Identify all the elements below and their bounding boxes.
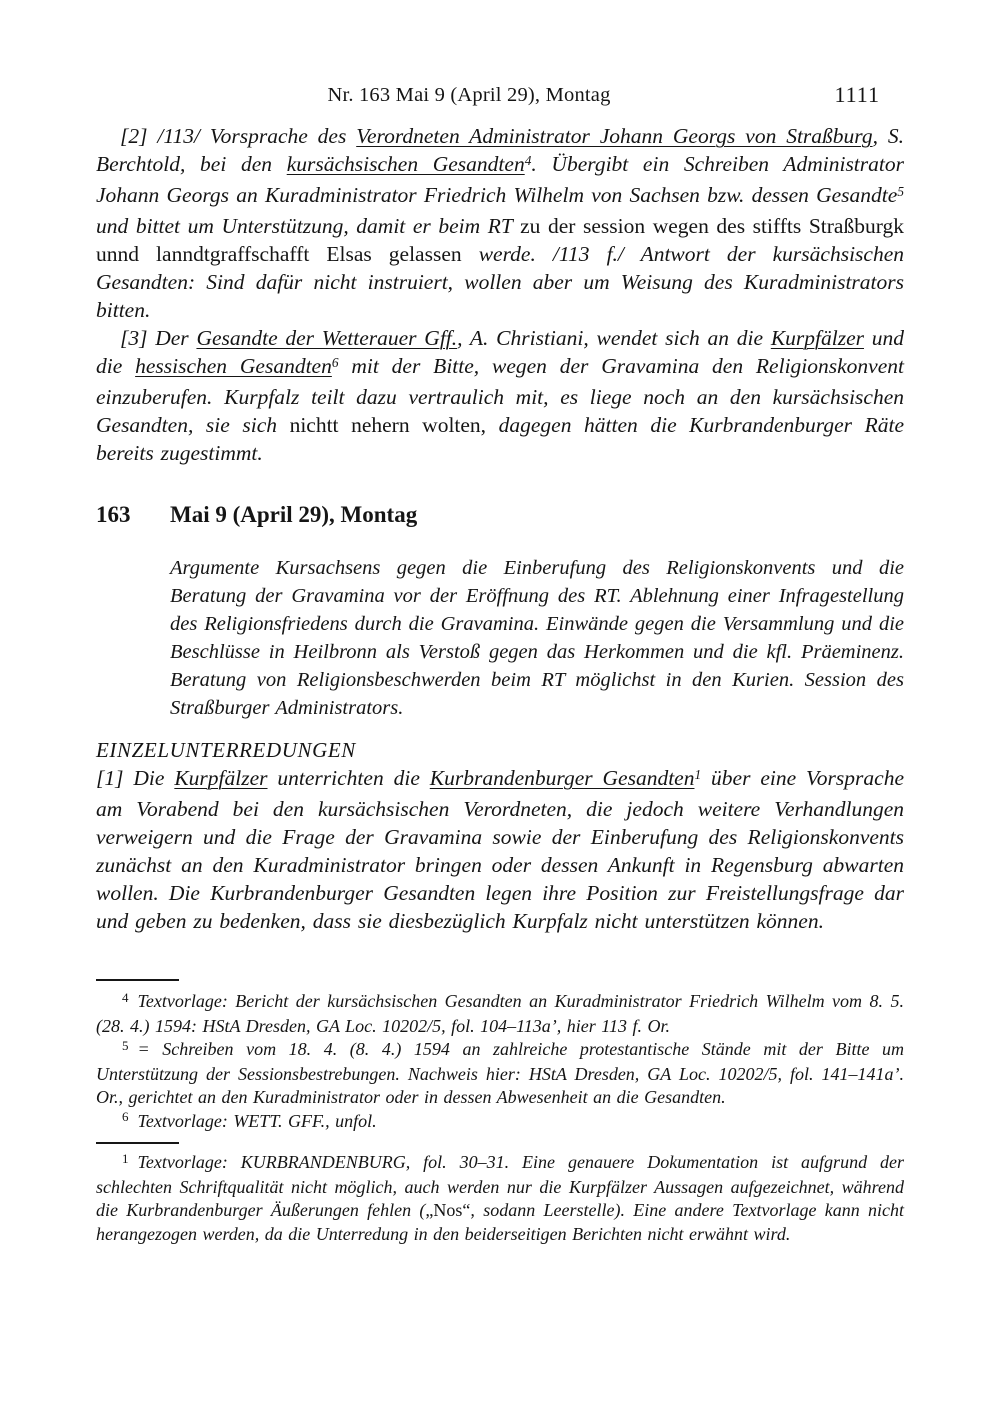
paragraph-3: [3] Der Gesandte der Wetterauer Gff., A. Christiani, wendet sich an die Kurpfälzer und die hessischen Gesandten$^6$ mit der Bitte, wegen der Gravamina den Religionskonvent einzuberufen. Kurpfalz teilt dazu vertraulich mit, es liege noch an den kursächsischen Gesandten, sie sich nichtt nehern wolten, dagegen hätten die Kurbrandenburger Räte bereits zugestimmt. bbox=[96, 326, 905, 465]
entry-heading bbox=[96, 501, 904, 529]
paragraph-2: [2] /113/ Vorsprache des Verordneten Administrator Johann Georgs von Straßburg, S. Berchtold, bei den kursächsischen Gesandten$^4$. Übergibt ein Schreiben Administrator Johann Georgs an Kuradministrator Friedrich Wilhelm von Sachsen bzw. dessen Gesandte$^5$ und bittet um Unterstützung, damit er beim RT zu der session wegen des stiffts Straßburgk unnd lanndtgraffschafft Elsas gelassen werde. /113 f./ Antwort der kursächsischen Gesandten: Sind dafür nicht instruiert, wollen aber um Weisung des Kuradministrators bitten. bbox=[96, 124, 904, 322]
footnote-marker: 6 bbox=[122, 1109, 129, 1125]
section-label: EINZELUNTERREDUNGEN bbox=[96, 738, 356, 762]
footnote-marker: 1 bbox=[122, 1150, 129, 1166]
entry-title: Mai 9 (April 29), Montag bbox=[170, 502, 418, 527]
footnote-text: Textvorlage: WETT. GFF., unfol. bbox=[137, 1110, 377, 1131]
footnote-1 bbox=[96, 1151, 904, 1246]
footnote-6 bbox=[96, 1110, 904, 1135]
footnote-marker: 4 bbox=[122, 989, 129, 1005]
entry-number: 163 bbox=[96, 502, 131, 527]
text-block bbox=[96, 84, 904, 1246]
footnote-4 bbox=[96, 990, 904, 1038]
footnote-text: = Schreiben vom 18. 4. (8. 4.) 1594 an zahlreiche protestantische Stände mit der Bitte um Unterstützung der Sessionsbestrebungen. Nachweis hier: HStA Dresden, GA Loc. 10202/5, fol. 141–141a’. Or., gerichtet an den Kuradministrator oder in dessen Abwesenheit an die Gesandten. bbox=[96, 1039, 904, 1107]
footnote-text: Textvorlage: KURBRANDENBURG, fol. 30–31. Eine genauere Dokumentation ist aufgrund der schlechten Schriftqualität nicht möglich, auch werden nur die Kurpfälzer Aussagen aufgezeichnet, während die Kurbrandenburger Äußerungen fehlen („Nos“, sodann Leerstelle). Eine andere Textvorlage kann nicht herangezogen werden, da die Unterredung in den beiderseitigen Berichten nicht erwähnt wird. bbox=[96, 1152, 904, 1244]
page-number: 1111 bbox=[834, 82, 880, 107]
footnote-text: Textvorlage: Bericht der kursächsischen Gesandten an Kuradministrator Friedrich Wilhelm vom 8. 5. (28. 4.) 1594: HStA Dresden, GA Loc. 10202/5, fol. 104–113a’, hier 113 f. Or. bbox=[96, 991, 904, 1036]
footnote-separator bbox=[96, 979, 179, 981]
running-head-title: Nr. 163 Mai 9 (April 29), Montag bbox=[327, 84, 611, 106]
paragraph-1: [1] Die Kurpfälzer unterrichten die Kurbrandenburger Gesandten$^1$ über eine Vorsprache am Vorabend bei den kursächsischen Verordneten, die jedoch weitere Verhandlungen verweigern und die Frage der Gravamina sowie der Einberufung des Religionskonvents zunächst an den Kuradministrator bringen oder dessen Ankunft in Regensburg abwarten wollen. Die Kurbrandenburger Gesandten legen ihre Position zur Freistellungsfrage dar und geben zu bedenken, dass sie diesbezüglich Kurpfalz nicht unterstützen können. bbox=[96, 766, 904, 933]
footnote-separator bbox=[96, 1142, 179, 1144]
footnote-5 bbox=[96, 1038, 904, 1110]
entry-summary: Argumente Kursachsens gegen die Einberufung des Religionskonvents und die Beratung der Gravamina vor der Eröffnung des RT. Ablehnung einer Infragestellung des Religionsfriedens durch die Gravamina. Einwände gegen die Versammlung und die Beschlüsse in Heilbronn als Verstoß gegen das Herkommen und die kfl. Präeminenz. Beratung von Religionsbeschwerden beim RT möglichst in den Kurien. Session des Straßburger Administrators. bbox=[170, 557, 904, 719]
footnote-marker: 5 bbox=[122, 1037, 129, 1053]
running-head bbox=[96, 84, 904, 108]
